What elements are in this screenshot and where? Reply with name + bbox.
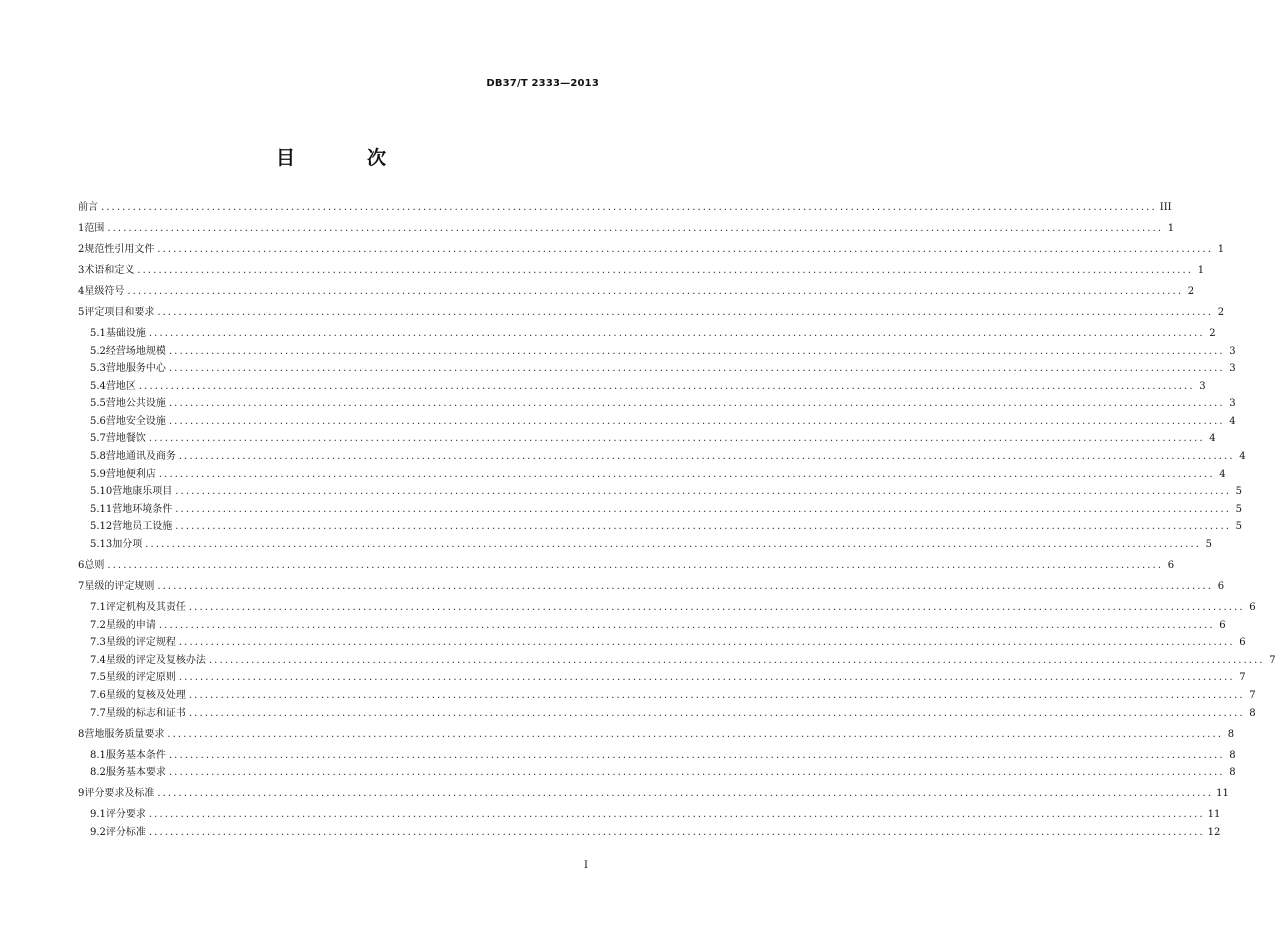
dot-leader: ........................................................................................................................................................................................................ xyxy=(168,363,1225,375)
dot-leader: ........................................................................................................................................................................................................ xyxy=(188,689,1245,701)
toc-entry-label: 总则 xyxy=(84,560,105,572)
dot-leader: ........................................................................................................................................................................................................ xyxy=(157,788,1214,800)
toc-entry[interactable] xyxy=(78,726,1235,744)
toc-entry-label: 营地员工设施 xyxy=(112,521,173,533)
toc-entry[interactable] xyxy=(78,360,1236,378)
toc-entry-number: 6 xyxy=(78,560,85,572)
toc-entry[interactable] xyxy=(78,687,1256,705)
toc-entry-page: 7 xyxy=(1239,672,1246,684)
toc-entry-number: 5.13 xyxy=(90,539,113,551)
toc-entry[interactable] xyxy=(78,634,1246,652)
toc-entry[interactable] xyxy=(78,518,1243,536)
toc-entry-label: 评分标准 xyxy=(105,826,146,838)
toc-entry-page: 4 xyxy=(1229,415,1236,427)
document-code: DB37/T 2333—2013 xyxy=(486,78,599,89)
toc-entry-page: 8 xyxy=(1249,707,1256,719)
dot-leader: ........................................................................................................................................................................................................ xyxy=(137,264,1194,276)
toc-entry-label: 前言 xyxy=(78,202,98,213)
toc-entry[interactable] xyxy=(78,617,1226,635)
toc-entry-page: 6 xyxy=(1167,560,1175,572)
dot-leader: ........................................................................................................................................................................................................ xyxy=(175,486,1232,498)
toc-entry-label: 星级的标志和证书 xyxy=(105,707,186,719)
toc-entry-page: 6 xyxy=(1249,601,1256,613)
toc-entry[interactable] xyxy=(78,343,1236,361)
toc-entry-label: 星级的评定原则 xyxy=(105,672,176,684)
toc-entry-number: 5.3 xyxy=(90,363,106,375)
toc-entry[interactable] xyxy=(78,199,1172,217)
toc-entry-number: 1 xyxy=(78,222,85,234)
toc-entry-page: 4 xyxy=(1239,451,1246,463)
dot-leader: ........................................................................................................................................................................................................ xyxy=(178,637,1235,649)
toc-entry-label: 营地环境条件 xyxy=(112,503,173,515)
dot-leader: ........................................................................................................................................................................................................ xyxy=(158,619,1215,631)
toc-entry[interactable] xyxy=(78,283,1195,301)
toc-entry-label: 星级的评定及复核办法 xyxy=(105,654,206,666)
toc-entry-number: 9.2 xyxy=(90,826,106,838)
toc-entry-number: 2 xyxy=(78,243,85,255)
toc-entry-page: 5 xyxy=(1235,503,1243,515)
dot-leader: ........................................................................................................................................................................................................ xyxy=(107,560,1164,572)
toc-entry-page: 6 xyxy=(1239,637,1246,649)
toc-entry[interactable] xyxy=(78,304,1225,322)
toc-entry-label: 星级的评定规程 xyxy=(105,637,176,649)
toc-entry-page: 11 xyxy=(1207,809,1221,821)
toc-entry[interactable] xyxy=(78,378,1206,396)
toc-entry-page: 5 xyxy=(1235,521,1243,533)
dot-leader: ........................................................................................................................................................................................................ xyxy=(188,707,1245,719)
toc-entry-number: 5.1 xyxy=(90,327,106,339)
toc-entry-label: 星级的评定规则 xyxy=(84,581,155,592)
toc-entry-page: 2 xyxy=(1209,327,1216,339)
toc-entry[interactable] xyxy=(78,652,1276,670)
toc-entry[interactable] xyxy=(78,599,1256,617)
toc-entry-number: 8.2 xyxy=(90,767,106,779)
toc-entry[interactable] xyxy=(78,395,1236,413)
toc-entry-number: 9.1 xyxy=(90,809,106,821)
toc-entry-page: 1 xyxy=(1197,264,1205,276)
toc-title xyxy=(0,143,662,170)
dot-leader: ........................................................................................................................................................................................................ xyxy=(167,728,1224,740)
toc-entry-number: 5.6 xyxy=(90,415,106,427)
toc-title-char-2: 次 xyxy=(367,147,387,169)
toc-entry-page: 1 xyxy=(1167,222,1175,234)
toc-entry-number: 5.12 xyxy=(90,521,113,533)
dot-leader: ........................................................................................................................................................................................................ xyxy=(148,327,1205,339)
toc-entry-label: 基础设施 xyxy=(105,327,146,339)
toc-entry-label: 星级的复核及处理 xyxy=(105,689,186,701)
toc-entry-number: 5.7 xyxy=(90,433,106,445)
dot-leader: ........................................................................................................................................................................................................ xyxy=(178,672,1235,684)
toc-entry-number: 8.1 xyxy=(90,749,106,761)
toc-entry-label: 营地服务质量要求 xyxy=(84,728,165,740)
toc-entry[interactable] xyxy=(78,764,1236,782)
toc-title-char-1: 目 xyxy=(275,147,295,169)
toc-entry[interactable] xyxy=(78,483,1243,501)
toc-entry[interactable] xyxy=(78,824,1221,842)
toc-entry-label: 范围 xyxy=(84,222,105,234)
toc-entry[interactable] xyxy=(78,501,1243,519)
toc-entry[interactable] xyxy=(78,536,1213,554)
dot-leader: ........................................................................................................................................................................................................ xyxy=(175,503,1232,515)
table-of-contents xyxy=(78,199,1276,841)
toc-entry-number: 7.6 xyxy=(90,689,106,701)
toc-entry-page: 7 xyxy=(1269,654,1276,666)
toc-entry-page: 2 xyxy=(1217,306,1225,318)
toc-entry-page: 1 xyxy=(1217,243,1225,255)
toc-entry-page: III xyxy=(1159,202,1172,213)
toc-entry-label: 术语和定义 xyxy=(84,264,135,276)
toc-entry-label: 加分项 xyxy=(112,539,143,551)
toc-entry-number: 5.4 xyxy=(90,380,106,392)
dot-leader: ........................................................................................................................................................................................................ xyxy=(158,468,1215,480)
toc-entry-page: 6 xyxy=(1217,581,1225,592)
toc-entry-number: 5.10 xyxy=(90,486,113,498)
toc-entry-page: 5 xyxy=(1205,539,1213,551)
dot-leader: ........................................................................................................................................................................................................ xyxy=(157,306,1214,318)
toc-entry-number: 7.7 xyxy=(90,707,106,719)
toc-entry-number: 5.9 xyxy=(90,468,106,480)
toc-entry-label: 服务基本要求 xyxy=(105,767,166,779)
toc-entry-label: 评定项目和要求 xyxy=(84,306,155,318)
toc-entry-number: 5.2 xyxy=(90,345,106,357)
dot-leader: ........................................................................................................................................................................................................ xyxy=(157,581,1214,592)
toc-entry-label: 星级的申请 xyxy=(105,619,156,631)
dot-leader: ........................................................................................................................................................................................................ xyxy=(168,767,1225,779)
toc-entry-number: 4 xyxy=(78,285,85,297)
toc-entry[interactable] xyxy=(78,448,1246,466)
toc-entry-label: 营地康乐项目 xyxy=(112,486,173,498)
toc-entry-number: 8 xyxy=(78,728,85,740)
toc-entry-number: 3 xyxy=(78,264,85,276)
dot-leader: ........................................................................................................................................................................................................ xyxy=(148,433,1205,445)
toc-entry-page: 7 xyxy=(1249,689,1256,701)
toc-entry-label: 营地餐饮 xyxy=(105,433,146,445)
toc-entry[interactable] xyxy=(78,747,1236,765)
toc-entry-label: 服务基本条件 xyxy=(105,749,166,761)
toc-entry-number: 5.11 xyxy=(90,503,113,515)
dot-leader: ........................................................................................................................................................................................................ xyxy=(178,451,1235,463)
toc-entry-page: 12 xyxy=(1207,826,1221,838)
dot-leader: ........................................................................................................................................................................................................ xyxy=(101,202,1157,213)
toc-entry[interactable] xyxy=(78,578,1225,596)
toc-entry[interactable] xyxy=(78,705,1256,723)
toc-entry-page: 5 xyxy=(1235,486,1243,498)
toc-entry-number: 7.3 xyxy=(90,637,106,649)
toc-entry-page: 8 xyxy=(1227,728,1235,740)
toc-entry-page: 8 xyxy=(1229,749,1236,761)
toc-entry[interactable] xyxy=(78,806,1221,824)
footer-page-number: I xyxy=(584,860,588,871)
toc-entry-page: 11 xyxy=(1216,788,1229,800)
dot-leader: ........................................................................................................................................................................................................ xyxy=(157,243,1214,255)
toc-entry-label: 评定机构及其责任 xyxy=(105,601,186,613)
toc-entry[interactable] xyxy=(78,262,1205,280)
toc-entry[interactable] xyxy=(78,669,1246,687)
dot-leader: ........................................................................................................................................................................................................ xyxy=(148,809,1205,821)
toc-entry-number: 7.5 xyxy=(90,672,106,684)
toc-entry-label: 营地区 xyxy=(105,380,136,392)
toc-entry-number: 7 xyxy=(78,581,85,592)
dot-leader: ........................................................................................................................................................................................................ xyxy=(168,415,1225,427)
toc-entry-page: 8 xyxy=(1229,767,1236,779)
toc-entry-label: 营地服务中心 xyxy=(105,363,166,375)
toc-entry-number: 5.5 xyxy=(90,398,106,410)
toc-entry-label: 经营场地规模 xyxy=(105,345,166,357)
toc-entry-number: 7.4 xyxy=(90,654,106,666)
toc-entry-label: 营地公共设施 xyxy=(105,398,166,410)
dot-leader: ........................................................................................................................................................................................................ xyxy=(168,749,1225,761)
toc-entry[interactable] xyxy=(78,430,1216,448)
toc-entry-label: 营地便利店 xyxy=(105,468,156,480)
toc-entry[interactable] xyxy=(78,785,1229,803)
toc-entry-label: 营地通讯及商务 xyxy=(105,451,176,463)
toc-entry-page: 3 xyxy=(1199,380,1206,392)
toc-entry-number: 7.1 xyxy=(90,601,106,613)
toc-entry-page: 2 xyxy=(1187,285,1195,297)
toc-entry-page: 3 xyxy=(1229,363,1236,375)
dot-leader: ........................................................................................................................................................................................................ xyxy=(175,521,1232,533)
toc-entry[interactable] xyxy=(78,325,1216,343)
toc-entry[interactable] xyxy=(78,557,1175,575)
toc-entry-page: 6 xyxy=(1219,619,1226,631)
toc-entry[interactable] xyxy=(78,241,1225,259)
toc-entry-page: 3 xyxy=(1229,398,1236,410)
toc-entry[interactable] xyxy=(78,466,1226,484)
toc-entry-number: 7.2 xyxy=(90,619,106,631)
toc-entry-page: 4 xyxy=(1219,468,1226,480)
toc-entry-number: 5.8 xyxy=(90,451,106,463)
dot-leader: ........................................................................................................................................................................................................ xyxy=(208,654,1265,666)
dot-leader: ........................................................................................................................................................................................................ xyxy=(138,380,1195,392)
dot-leader: ........................................................................................................................................................................................................ xyxy=(145,539,1202,551)
toc-entry-label: 规范性引用文件 xyxy=(84,243,155,255)
toc-entry-number: 5 xyxy=(78,306,85,318)
toc-entry-label: 评分要求及标准 xyxy=(84,788,155,800)
toc-entry-label: 星级符号 xyxy=(84,285,125,297)
dot-leader: ........................................................................................................................................................................................................ xyxy=(168,398,1225,410)
toc-entry-number: 9 xyxy=(78,788,85,800)
dot-leader: ........................................................................................................................................................................................................ xyxy=(148,826,1205,838)
dot-leader: ........................................................................................................................................................................................................ xyxy=(127,285,1184,297)
toc-entry[interactable] xyxy=(78,220,1175,238)
toc-entry-page: 3 xyxy=(1229,345,1236,357)
dot-leader: ........................................................................................................................................................................................................ xyxy=(188,601,1245,613)
toc-entry-page: 4 xyxy=(1209,433,1216,445)
dot-leader: ........................................................................................................................................................................................................ xyxy=(168,345,1225,357)
toc-entry-label: 营地安全设施 xyxy=(105,415,166,427)
toc-entry[interactable] xyxy=(78,413,1236,431)
toc-entry-label: 评分要求 xyxy=(105,809,146,821)
dot-leader: ........................................................................................................................................................................................................ xyxy=(107,222,1164,234)
